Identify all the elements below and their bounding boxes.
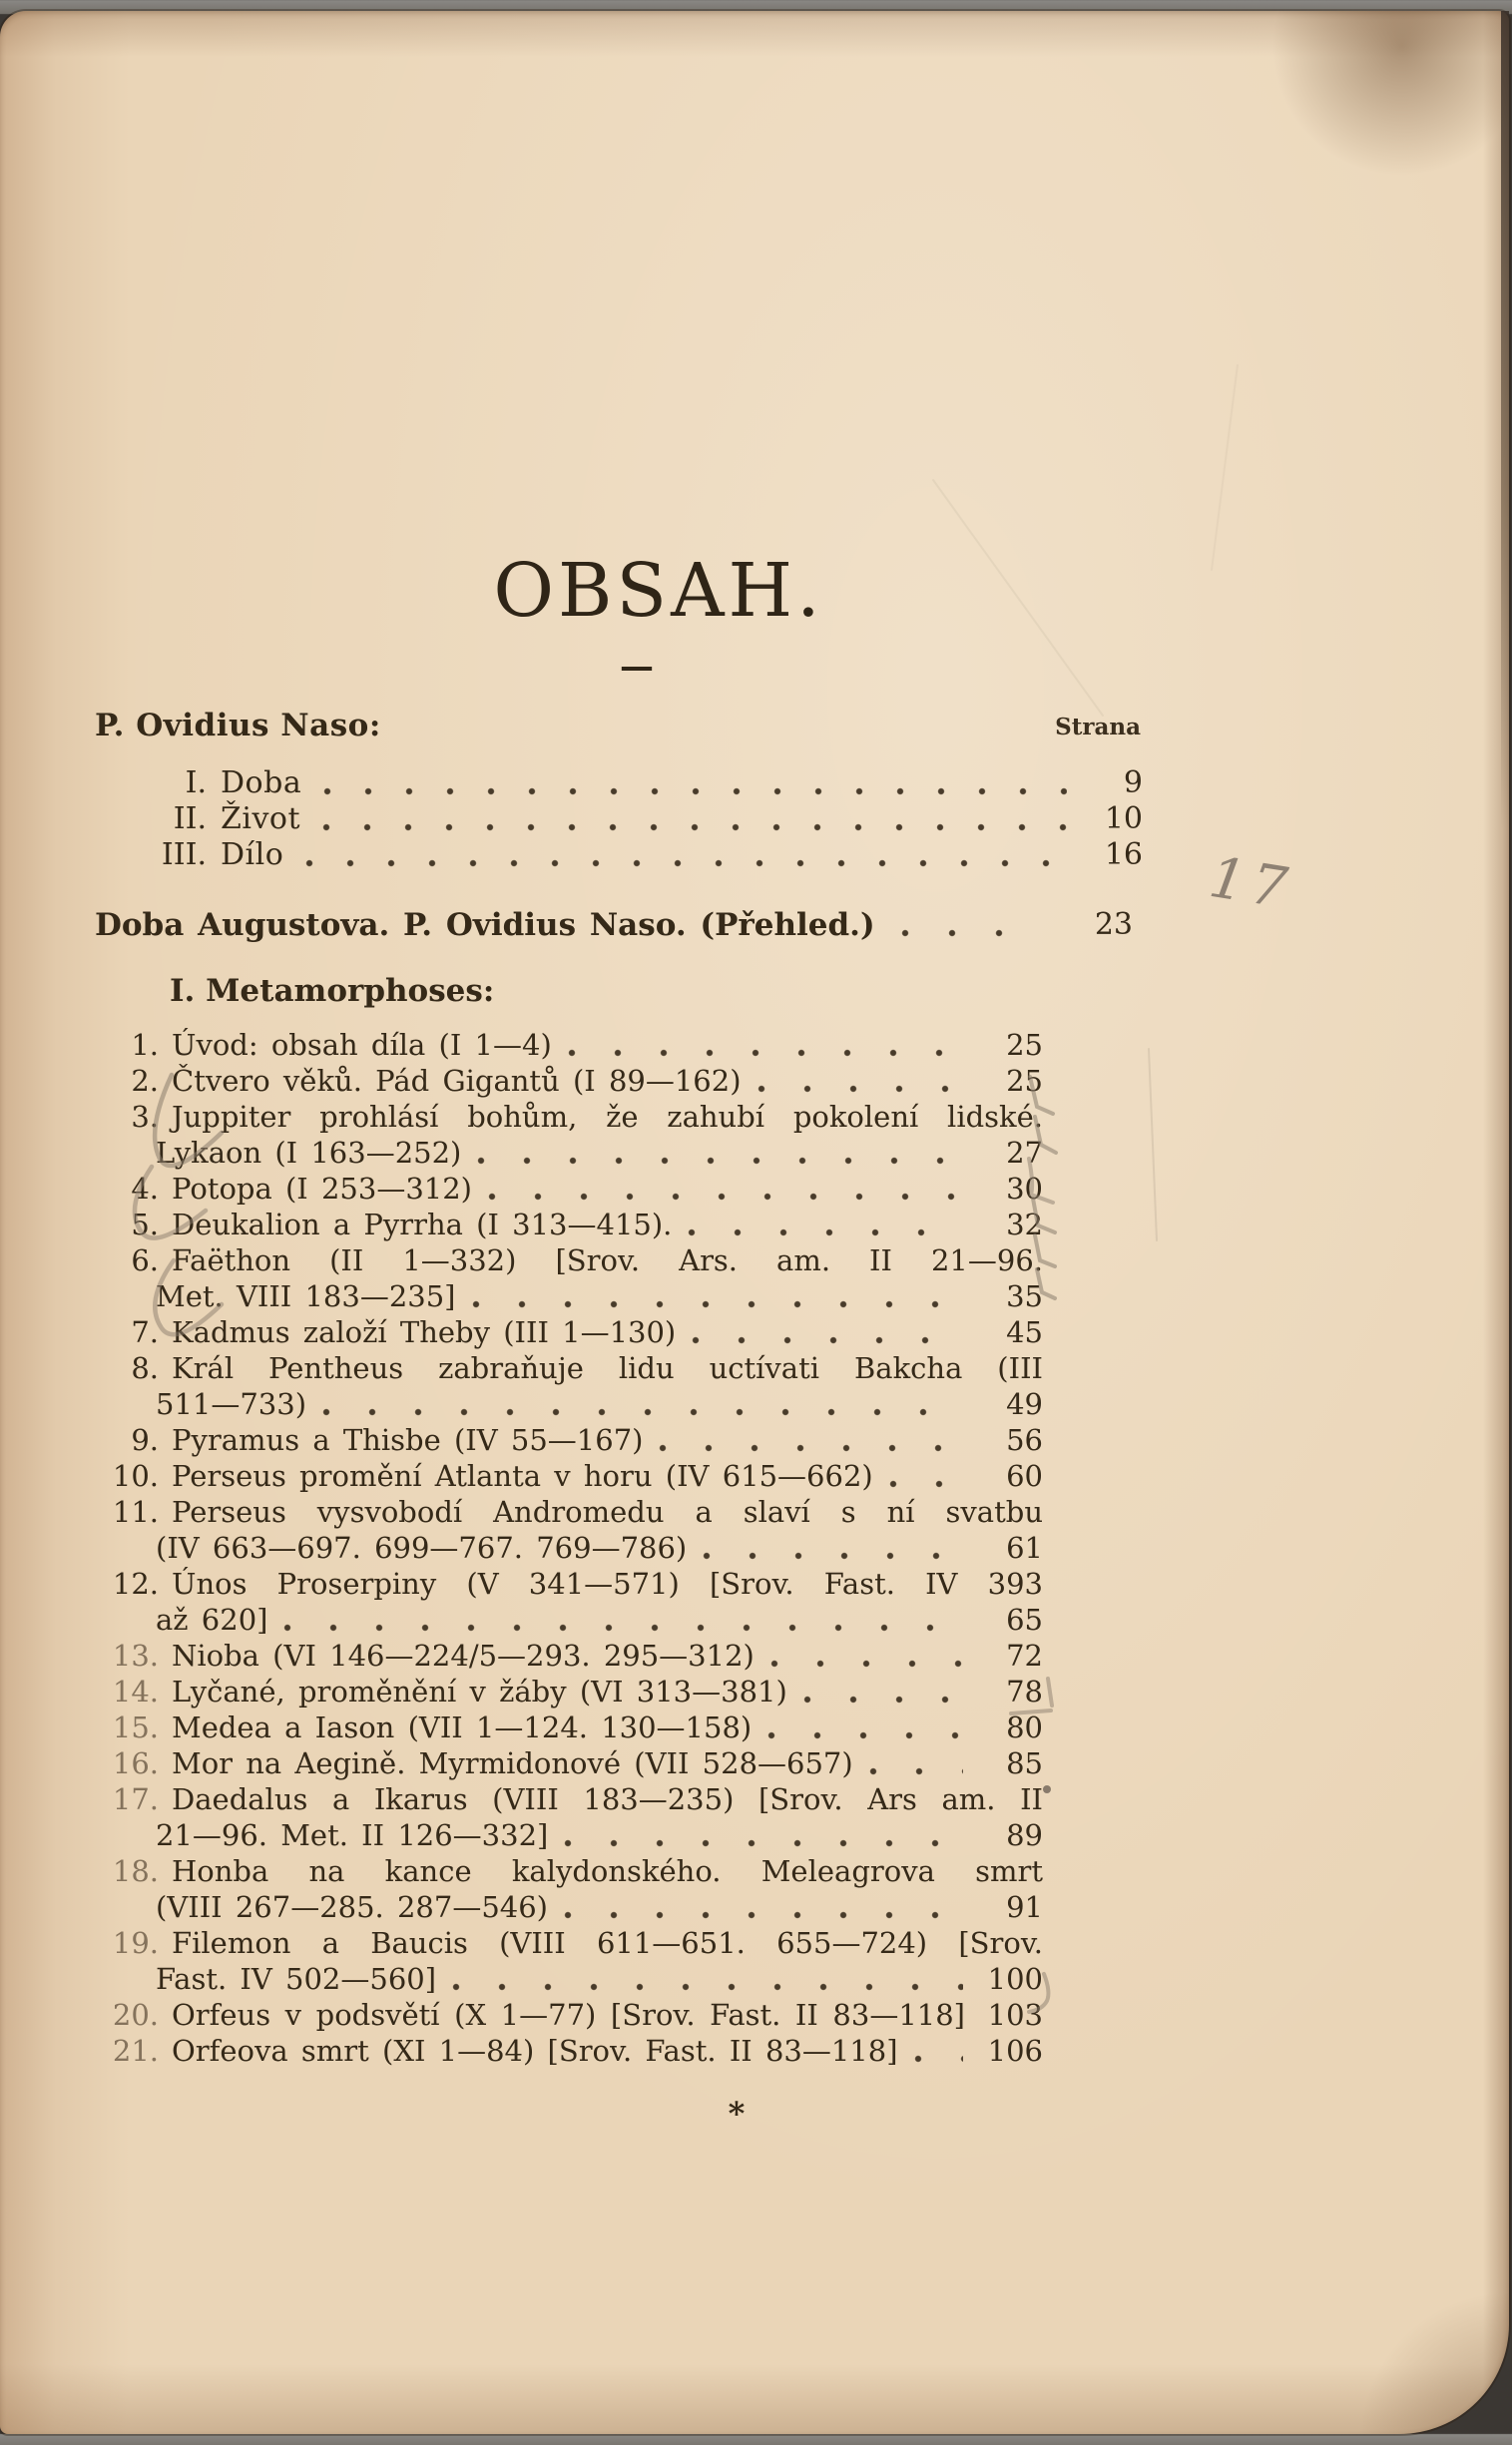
entry-page: 35 — [1006, 1279, 1043, 1313]
overview-label: Doba Augustova. P. Ovidius Naso. (Přehled.) — [95, 907, 875, 943]
entry-title-continued: až 620] — [156, 1603, 268, 1637]
entry-title: Pyramus a Thisbe (IV 55—167) — [172, 1423, 644, 1457]
entry-page: 85 — [1006, 1746, 1043, 1780]
dot-leader — [323, 786, 1067, 796]
entry-page: 80 — [1006, 1711, 1043, 1744]
toc-entry — [95, 1314, 1043, 1350]
dot-leader — [472, 1299, 964, 1309]
entry-title: Medea a Iason (VII 1—124. 130—158) — [172, 1711, 753, 1744]
entry-number: 17. — [112, 1782, 159, 1816]
entry-title: Nioba (VI 146—224/5—293. 295—312) — [172, 1639, 755, 1673]
entry-number: 2. — [131, 1064, 159, 1098]
entry-page: 27 — [1006, 1136, 1043, 1170]
entry-number: 5. — [131, 1208, 159, 1241]
footnote-asterisk: * — [728, 2095, 746, 2133]
dot-leader — [477, 1156, 963, 1166]
dot-leader — [692, 1335, 963, 1345]
dot-leader — [914, 2054, 963, 2064]
toc-entries — [95, 1027, 1043, 2069]
entry-number: 14. — [112, 1675, 159, 1709]
entry-number: 18. — [112, 1854, 159, 1888]
entry-page: 30 — [1006, 1172, 1043, 1206]
toc-entry — [95, 1566, 1043, 1638]
item-page: 9 — [1123, 765, 1143, 800]
dot-leader — [869, 1766, 963, 1776]
entry-title: Únos Proserpiny (V 341—571) [Srov. Fast. IV 393 — [172, 1567, 1043, 1601]
entry-title: Daedalus a Ikarus (VIII 183—235) [Srov. Ars am. II — [172, 1782, 1043, 1816]
list-item — [95, 801, 1143, 837]
item-label: Dílo — [221, 837, 284, 872]
entry-number: 21. — [112, 2034, 159, 2068]
entry-title: Mor na Aegině. Myrmidonové (VII 528—657) — [172, 1746, 853, 1780]
item-label: Doba — [221, 765, 302, 800]
entry-page: 89 — [1006, 1818, 1043, 1852]
toc-entry — [95, 1853, 1043, 1925]
page-title: OBSAH. — [493, 548, 824, 634]
toc-entry — [95, 1710, 1043, 1745]
dot-leader — [305, 858, 1067, 868]
author-heading: P. Ovidius Naso: — [95, 708, 381, 743]
intro-list — [95, 765, 1143, 873]
entry-title: Čtvero věků. Pád Gigantů (I 89—162) — [172, 1064, 742, 1098]
dot-leader — [889, 1479, 963, 1489]
entry-title: Potopa (I 253—312) — [172, 1172, 472, 1206]
entry-number: 8. — [131, 1351, 159, 1385]
toc-entry — [95, 1458, 1043, 1494]
dot-leader — [283, 1623, 963, 1633]
toc-entry — [95, 1350, 1043, 1422]
entry-number: 1. — [131, 1028, 159, 1062]
toc-entry — [95, 1997, 1043, 2033]
entry-page: 106 — [987, 2034, 1043, 2068]
entry-page: 100 — [987, 1962, 1043, 1996]
entry-number: 13. — [112, 1639, 159, 1673]
entry-page: 72 — [1006, 1639, 1043, 1673]
item-page: 10 — [1104, 801, 1143, 836]
toc-entry — [95, 1422, 1043, 1458]
entry-number: 6. — [131, 1243, 159, 1277]
entry-title: Král Pentheus zabraňuje lidu uctívati Bakcha (III — [172, 1351, 1043, 1385]
item-numeral: III. — [161, 837, 207, 872]
entry-page: 25 — [1006, 1064, 1043, 1098]
toc-entry — [95, 1207, 1043, 1242]
entry-title: Úvod: obsah díla (I 1—4) — [172, 1028, 552, 1062]
entry-page: 32 — [1006, 1208, 1043, 1241]
dot-leader — [659, 1443, 963, 1453]
toc-entry — [95, 1027, 1043, 1063]
toc-entry — [95, 1494, 1043, 1566]
entry-number: 7. — [131, 1315, 159, 1349]
dot-leader — [770, 1659, 963, 1669]
dot-leader — [901, 928, 1035, 938]
entry-number: 20. — [112, 1998, 159, 2032]
entry-title: Perseus vysvobodí Andromedu a slaví s ní svatbu — [172, 1495, 1043, 1529]
toc-entry — [95, 1099, 1043, 1171]
entry-page: 65 — [1006, 1603, 1043, 1637]
dot-leader — [322, 822, 1067, 832]
entry-title-continued: 21—96. Met. II 126—332] — [156, 1818, 549, 1852]
entry-page: 49 — [1006, 1387, 1043, 1421]
entry-title-continued: Met. VIII 183—235] — [156, 1279, 456, 1313]
dot-leader — [803, 1695, 963, 1705]
dot-leader — [488, 1192, 963, 1202]
entry-page: 45 — [1006, 1315, 1043, 1349]
entry-title: Perseus promění Atlanta v horu (IV 615—662) — [172, 1459, 873, 1493]
title-divider: — — [620, 647, 654, 687]
entry-number: 10. — [112, 1459, 159, 1493]
entry-title-continued: (VIII 267—285. 287—546) — [156, 1890, 549, 1924]
entry-number: 4. — [131, 1172, 159, 1206]
toc-entry — [95, 1242, 1043, 1314]
item-numeral: II. — [173, 801, 207, 836]
dot-leader — [568, 1048, 963, 1058]
dot-leader — [757, 1084, 963, 1094]
entry-number: 19. — [112, 1926, 159, 1960]
entry-title: Kadmus založí Theby (III 1—130) — [172, 1315, 677, 1349]
entry-number: 11. — [112, 1495, 159, 1529]
entry-title: Lyčané, proměnění v žáby (VI 313—381) — [172, 1675, 787, 1709]
entry-title-continued: Lykaon (I 163—252) — [156, 1136, 462, 1170]
toc-entry — [95, 1745, 1043, 1781]
table-of-contents — [95, 11, 1143, 2133]
list-item — [95, 765, 1143, 801]
page-edge-shadow — [1501, 11, 1509, 829]
entry-title-continued: 511—733) — [156, 1387, 307, 1421]
dot-leader — [688, 1227, 963, 1237]
entry-page: 91 — [1006, 1890, 1043, 1924]
toc-entry — [95, 1063, 1043, 1099]
entry-title: Orfeova smrt (XI 1—84) [Srov. Fast. II 83—118] — [172, 2034, 898, 2068]
toc-entry — [95, 1674, 1043, 1710]
entry-title: Honba na kance kalydonského. Meleagrova smrt — [172, 1854, 1043, 1888]
toc-entry — [95, 1171, 1043, 1207]
entry-title: Faëthon (II 1—332) [Srov. Ars. am. II 21—96. — [172, 1243, 1043, 1277]
entry-title-continued: Fast. IV 502—560] — [156, 1962, 437, 1996]
page-column-header: Strana — [1055, 714, 1141, 740]
dot-leader — [322, 1407, 963, 1417]
toc-entry — [95, 2033, 1043, 2069]
item-page: 16 — [1104, 837, 1143, 872]
entry-page: 60 — [1006, 1459, 1043, 1493]
entry-title: Orfeus v podsvětí (X 1—77) [Srov. Fast. II 83—118] — [172, 1998, 965, 2032]
entry-number: 3. — [131, 1100, 159, 1134]
toc-entry — [95, 1781, 1043, 1853]
dot-leader — [767, 1730, 963, 1740]
overview-row — [95, 905, 1143, 945]
entry-page: 56 — [1006, 1423, 1043, 1457]
entry-number: 9. — [131, 1423, 159, 1457]
section-heading: I. Metamorphoses: — [170, 973, 495, 1009]
item-numeral: I. — [185, 765, 207, 800]
pencil-mark-number: 17 — [1205, 844, 1297, 923]
entry-page: 78 — [1006, 1675, 1043, 1709]
entry-number: 16. — [112, 1746, 159, 1780]
entry-page: 25 — [1006, 1028, 1043, 1062]
entry-title: Juppiter prohlásí bohům, že zahubí pokolení lidské. — [172, 1100, 1043, 1134]
entry-page: 61 — [1006, 1531, 1043, 1565]
book-page — [0, 11, 1509, 2434]
entry-title-continued: (IV 663—697. 699—767. 769—786) — [156, 1531, 688, 1565]
overview-page: 23 — [1094, 907, 1133, 942]
dot-leader — [564, 1910, 963, 1920]
item-label: Život — [221, 801, 301, 836]
entry-title: Deukalion a Pyrrha (I 313—415). — [172, 1208, 673, 1241]
dot-leader — [452, 1982, 963, 1992]
toc-entry — [95, 1638, 1043, 1674]
entry-number: 12. — [112, 1567, 159, 1601]
dot-leader — [703, 1551, 963, 1561]
entry-title: Filemon a Baucis (VIII 611—651. 655—724) [Srov. — [172, 1926, 1043, 1960]
entry-number: 15. — [112, 1711, 159, 1744]
entry-page: 103 — [987, 1998, 1043, 2032]
author-header-row — [95, 708, 1143, 751]
toc-entry — [95, 1925, 1043, 1997]
dot-leader — [564, 1838, 963, 1848]
list-item — [95, 837, 1143, 873]
